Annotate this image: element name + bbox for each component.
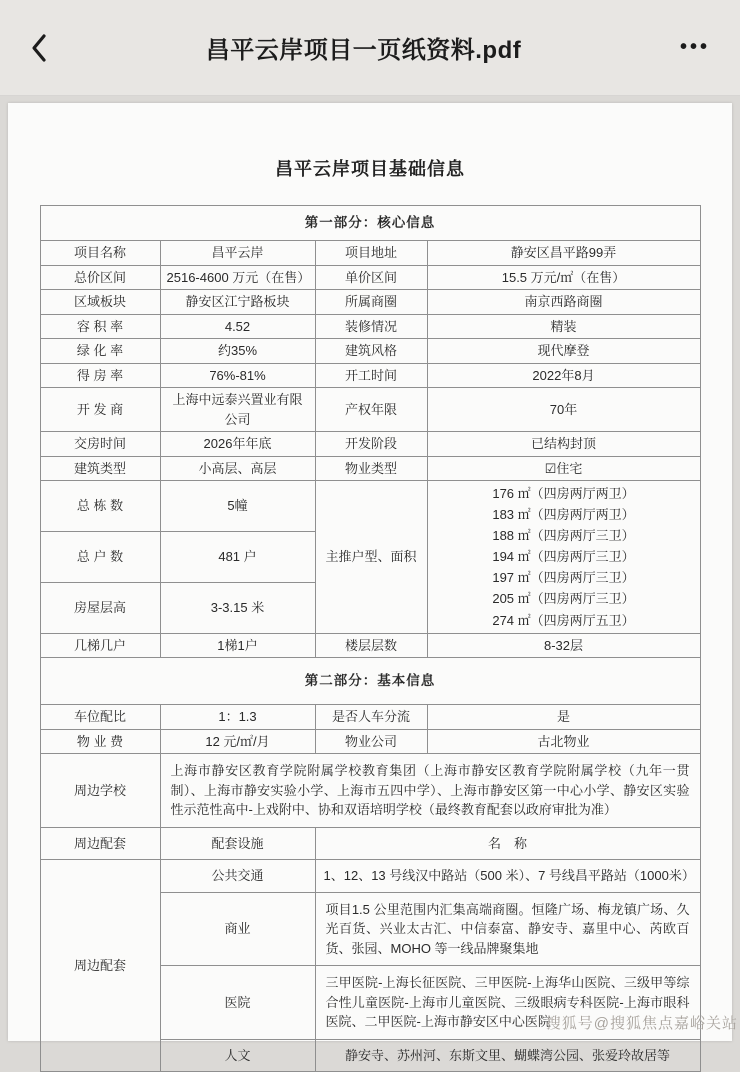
info-table <box>40 205 701 1072</box>
back-button[interactable] <box>26 29 51 67</box>
field-label: 容 积 率 <box>40 314 160 339</box>
schools-row <box>40 754 700 828</box>
field-value: ☑住宅 <box>427 456 700 481</box>
facilities-col-header: 配套设施 <box>160 827 315 860</box>
facilities-col-header: 名 称 <box>315 827 700 860</box>
table-row <box>40 339 700 364</box>
unit-type: 183 ㎡（四房两厅两卫） <box>492 507 635 523</box>
field-value: 3-3.15 米 <box>160 582 315 633</box>
field-value: 现代摩登 <box>427 339 700 364</box>
field-label: 几梯几户 <box>40 633 160 658</box>
unit-type: 274 ㎡（四房两厅五卫） <box>492 612 635 628</box>
field-label: 周边配套 <box>40 860 160 1072</box>
table-row <box>40 705 700 730</box>
table-row <box>40 388 700 432</box>
field-label: 车位配比 <box>40 705 160 730</box>
pdf-page <box>8 103 732 1063</box>
field-label: 开工时间 <box>315 363 427 388</box>
field-label: 总价区间 <box>40 265 160 290</box>
unit-type: 205 ㎡（四房两厅三卫） <box>492 591 635 607</box>
facility-name: 商业 <box>160 892 315 966</box>
field-value: 481 户 <box>160 532 315 583</box>
field-label: 周边配套 <box>40 827 160 860</box>
more-menu-button[interactable] <box>676 32 714 63</box>
facility-text: 静安寺、苏州河、东斯文里、蝴蝶湾公园、张爱玲故居等 <box>315 1039 700 1072</box>
field-label: 物业类型 <box>315 456 427 481</box>
table-row <box>40 290 700 315</box>
field-label: 产权年限 <box>315 388 427 432</box>
facility-name: 人文 <box>160 1039 315 1072</box>
table-row <box>40 456 700 481</box>
section1-header-row <box>40 206 700 241</box>
field-label: 所属商圈 <box>315 290 427 315</box>
unit-type: 188 ㎡（四房两厅三卫） <box>492 528 635 544</box>
field-value: 静安区昌平路99弄 <box>427 241 700 266</box>
field-value: 1梯1户 <box>160 633 315 658</box>
field-value: 南京西路商圈 <box>427 290 700 315</box>
field-value: 4.52 <box>160 314 315 339</box>
field-value: 70年 <box>427 388 700 432</box>
field-label: 总 栋 数 <box>40 481 160 532</box>
field-value: 8-32层 <box>427 633 700 658</box>
field-value: 约35% <box>160 339 315 364</box>
field-value: 已结构封顶 <box>427 432 700 457</box>
field-label: 物业公司 <box>315 729 427 754</box>
schools-text: 上海市静安区教育学院附属学校教育集团（上海市静安区教育学院附属学校（九年一贯制）、上海市静安实验小学、上海市五四中学）、上海市静安区第一中心小学、静安区实验性示范性高中-上戏附中、协和双语培明学校（最终教育配套以政府审批为准） <box>160 754 700 828</box>
field-label: 开发阶段 <box>315 432 427 457</box>
field-label: 绿 化 率 <box>40 339 160 364</box>
watermark-text: 搜狐号@搜狐焦点嘉峪关站 <box>545 1015 738 1032</box>
facility-row <box>40 860 700 893</box>
section2-header: 第二部分：基本信息 <box>40 658 700 705</box>
field-value: 是 <box>427 705 700 730</box>
field-value: 2022年8月 <box>427 363 700 388</box>
field-label: 建筑风格 <box>315 339 427 364</box>
facility-name: 医院 <box>160 966 315 1040</box>
field-label: 物 业 费 <box>40 729 160 754</box>
section1-header: 第一部分：核心信息 <box>40 206 700 241</box>
field-value: 76%-81% <box>160 363 315 388</box>
table-row <box>40 432 700 457</box>
field-value: 1：1.3 <box>160 705 315 730</box>
field-value: 静安区江宁路板块 <box>160 290 315 315</box>
field-value: 上海中远泰兴置业有限公司 <box>160 388 315 432</box>
table-row <box>40 633 700 658</box>
field-value: 精装 <box>427 314 700 339</box>
field-value: 2026年年底 <box>160 432 315 457</box>
facility-text: 1、12、13 号线汉中路站（500 米）、7 号线昌平路站（1000米） <box>315 860 700 893</box>
section2-header-row <box>40 658 700 705</box>
field-label: 建筑类型 <box>40 456 160 481</box>
field-label: 房屋层高 <box>40 582 160 633</box>
unit-type: 194 ㎡（四房两厅三卫） <box>492 549 635 565</box>
table-row <box>40 241 700 266</box>
field-value: 古北物业 <box>427 729 700 754</box>
table-row <box>40 265 700 290</box>
table-row <box>40 363 700 388</box>
back-chevron-icon <box>30 33 47 63</box>
field-label: 总 户 数 <box>40 532 160 583</box>
facility-text: 三甲医院-上海长征医院、三甲医院-上海华山医院、三级甲等综合性儿童医院-上海市儿童医院、三级眼病专科医院-上海市眼科医院、二甲医院-上海市静安区中心医院 <box>315 966 700 1040</box>
unit-type-list <box>427 481 700 633</box>
facility-name: 公共交通 <box>160 860 315 893</box>
field-label: 区域板块 <box>40 290 160 315</box>
ellipsis-icon: ••• <box>679 36 710 58</box>
table-row <box>40 481 700 532</box>
field-label: 项目名称 <box>40 241 160 266</box>
field-value: 小高层、高层 <box>160 456 315 481</box>
field-label: 交房时间 <box>40 432 160 457</box>
field-label: 楼层层数 <box>315 633 427 658</box>
unit-type: 197 ㎡（四房两厅三卫） <box>492 570 635 586</box>
field-label: 装修情况 <box>315 314 427 339</box>
field-label: 是否人车分流 <box>315 705 427 730</box>
facility-text: 项目1.5 公里范围内汇集高端商圈。恒隆广场、梅龙镇广场、久光百货、兴业太古汇、中信泰富、静安寺、嘉里中心、芮欧百货、张园、MOHO 等一线品牌聚集地 <box>315 892 700 966</box>
field-label: 开 发 商 <box>40 388 160 432</box>
field-label: 项目地址 <box>315 241 427 266</box>
field-value: 2516-4600 万元（在售） <box>160 265 315 290</box>
page-title: 昌平云岸项目基础信息 <box>275 159 465 179</box>
field-label: 主推户型、面积 <box>315 481 427 633</box>
field-value: 12 元/㎡/月 <box>160 729 315 754</box>
field-label: 周边学校 <box>40 754 160 828</box>
table-row <box>40 729 700 754</box>
table-row <box>40 314 700 339</box>
field-label: 单价区间 <box>315 265 427 290</box>
field-value: 昌平云岸 <box>160 241 315 266</box>
file-title: 昌平云岸项目一页纸资料.pdf <box>205 37 522 64</box>
field-value: 15.5 万元/㎡（在售） <box>427 265 700 290</box>
pdf-viewer-header <box>0 0 740 96</box>
facilities-header-row <box>40 827 700 860</box>
field-value: 5幢 <box>160 481 315 532</box>
unit-type: 176 ㎡（四房两厅两卫） <box>492 486 635 502</box>
field-label: 得 房 率 <box>40 363 160 388</box>
